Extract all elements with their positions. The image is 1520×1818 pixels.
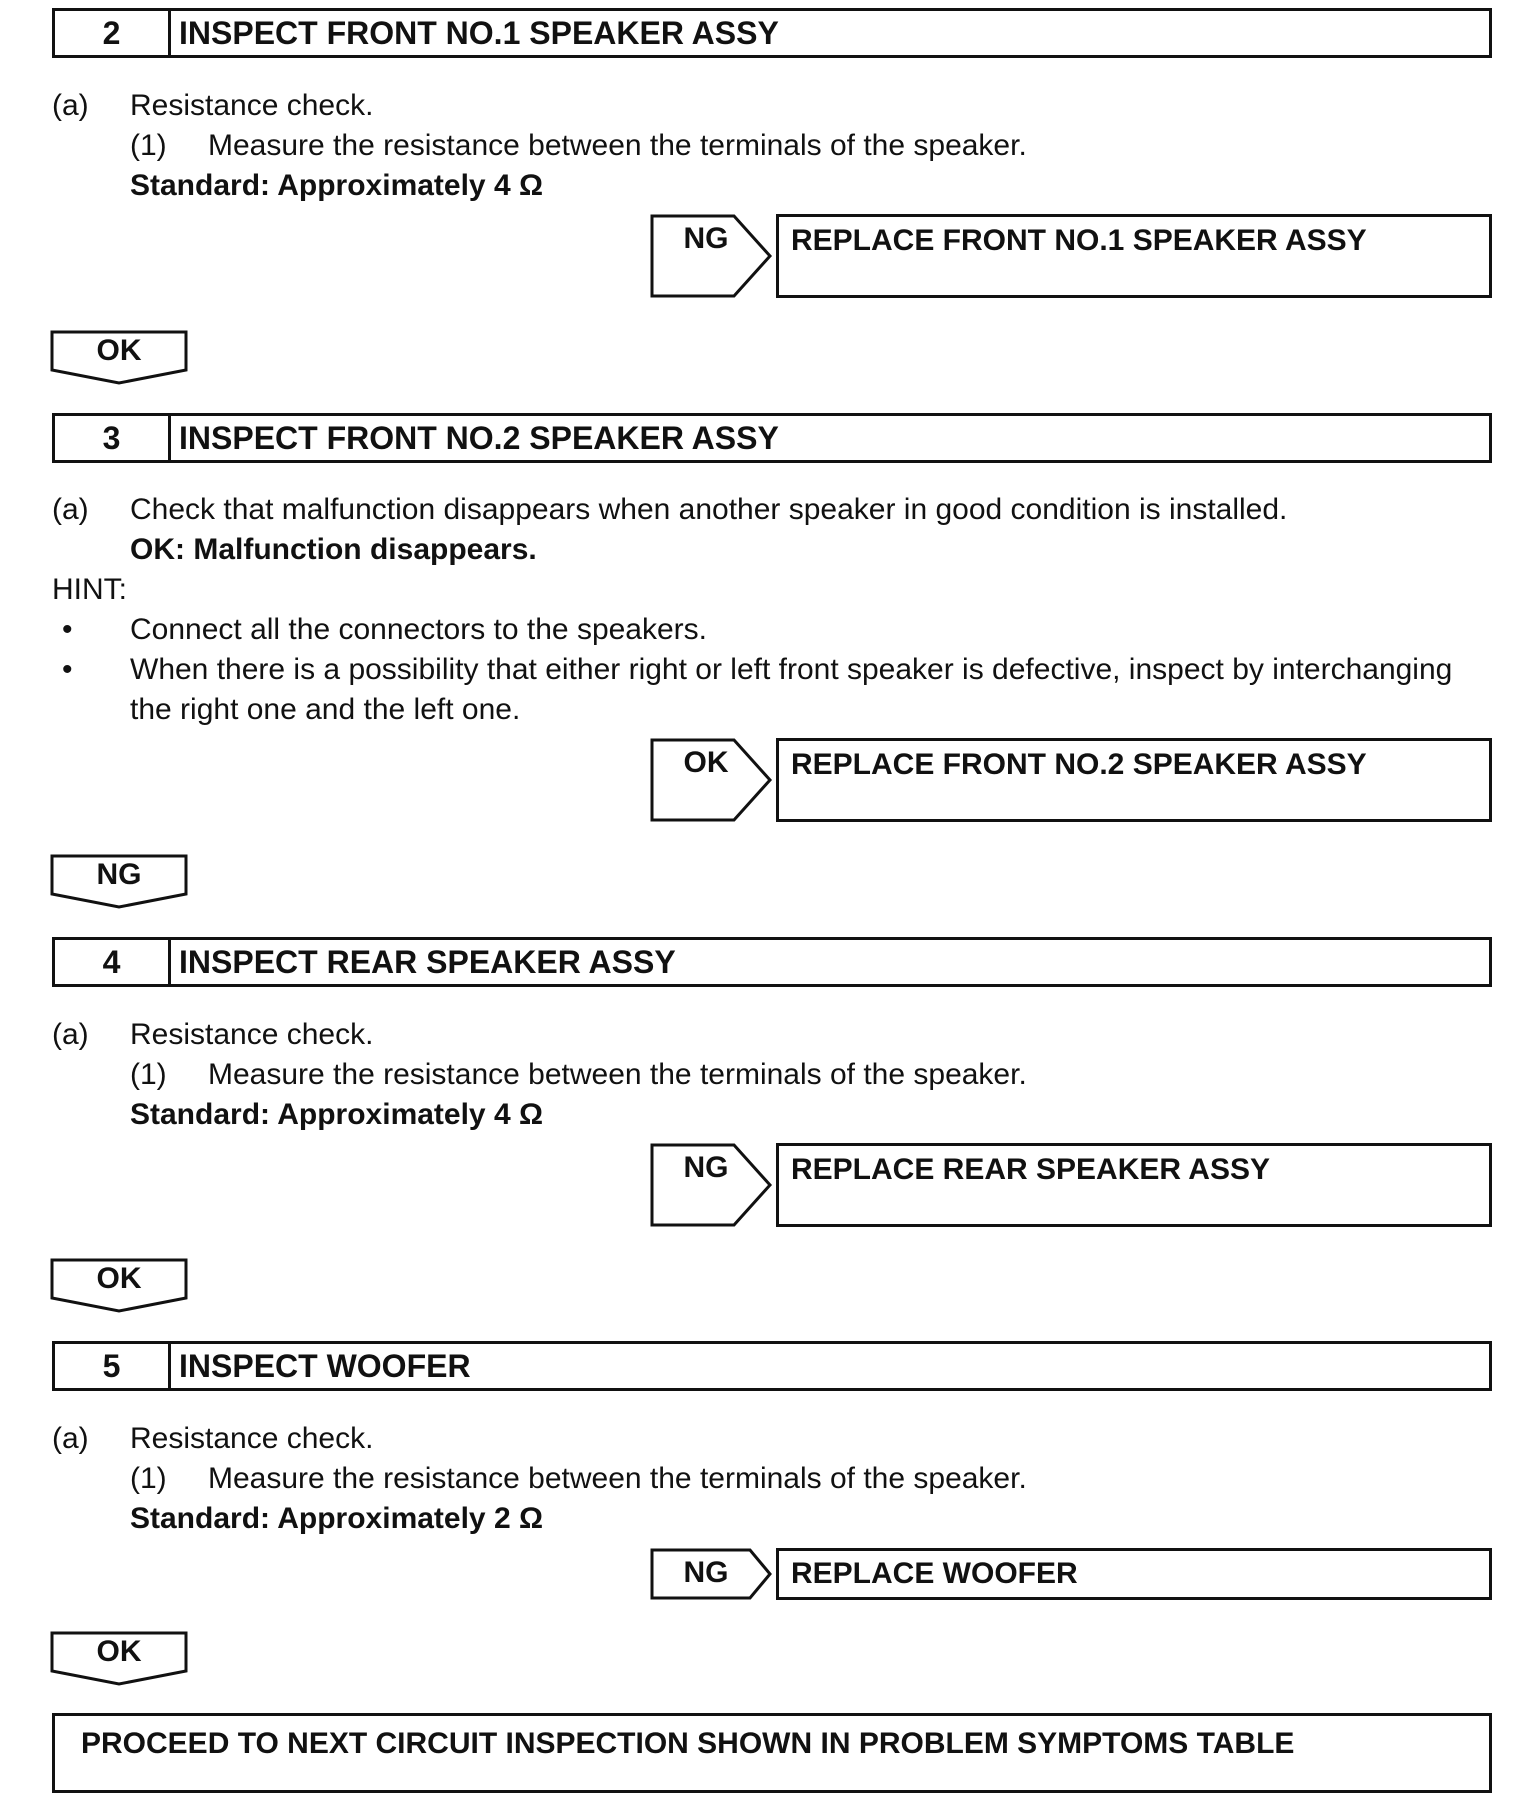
result-label: NG (683, 1556, 729, 1589)
standard-value: Standard: Approximately 4 Ω (130, 1098, 544, 1131)
item-label: (a) (52, 89, 89, 122)
sub-item-label: (1) (130, 129, 167, 162)
next-tag-ng (50, 854, 188, 908)
bullet-icon: • (62, 653, 73, 686)
standard-value: Standard: Approximately 2 Ω (130, 1502, 544, 1535)
step-title: INSPECT FRONT NO.2 SPEAKER ASSY (179, 420, 779, 456)
result-action-text: REPLACE WOOFER (791, 1557, 1078, 1590)
result-action-text: REPLACE FRONT NO.2 SPEAKER ASSY (791, 748, 1367, 781)
hint-item: Connect all the connectors to the speakers. (130, 613, 708, 646)
result-action-text: REPLACE REAR SPEAKER ASSY (791, 1153, 1270, 1186)
sub-item-text: Measure the resistance between the terminals of the speaker. (208, 1058, 1027, 1091)
step-title: INSPECT WOOFER (179, 1348, 471, 1384)
step-4-header (52, 937, 1492, 987)
hint-label: HINT: (52, 573, 127, 606)
sub-item-label: (1) (130, 1462, 167, 1495)
standard-value: Standard: Approximately 4 Ω (130, 169, 544, 202)
step-number: 2 (55, 11, 171, 55)
step-title: INSPECT FRONT NO.1 SPEAKER ASSY (179, 15, 779, 51)
hint-item-continued: the right one and the left one. (130, 693, 521, 726)
result-action-box (776, 1143, 1492, 1227)
step-title: INSPECT REAR SPEAKER ASSY (179, 944, 676, 980)
next-tag-ok (50, 1631, 188, 1685)
next-tag-label: NG (96, 858, 142, 891)
result-ng-row (650, 1548, 1492, 1600)
result-action-box (776, 1548, 1492, 1600)
item-text: Resistance check. (130, 1422, 374, 1455)
step-number: 4 (55, 940, 171, 984)
result-label: NG (683, 222, 729, 255)
final-instruction-text: PROCEED TO NEXT CIRCUIT INSPECTION SHOWN IN PROBLEM SYMPTOMS TABLE (81, 1727, 1295, 1760)
result-label: NG (683, 1151, 729, 1184)
step-number: 5 (55, 1344, 171, 1388)
step-2-header (52, 8, 1492, 58)
ok-condition: OK: Malfunction disappears. (130, 533, 537, 566)
next-tag-label: OK (96, 1262, 142, 1295)
result-ok-row (650, 738, 1492, 822)
result-label: OK (683, 746, 729, 779)
result-action-box (776, 738, 1492, 822)
item-text: Resistance check. (130, 89, 374, 122)
step-5-header (52, 1341, 1492, 1391)
result-ng-row (650, 214, 1492, 298)
item-text: Resistance check. (130, 1018, 374, 1051)
hint-item: When there is a possibility that either right or left front speaker is defective, inspect by interchanging (130, 653, 1453, 686)
final-instruction-box (52, 1713, 1492, 1793)
item-label: (a) (52, 1018, 89, 1051)
result-ng-row (650, 1143, 1492, 1227)
bullet-icon: • (62, 613, 73, 646)
step-number: 3 (55, 416, 171, 460)
sub-item-text: Measure the resistance between the terminals of the speaker. (208, 1462, 1027, 1495)
next-tag-label: OK (96, 334, 142, 367)
item-text: Check that malfunction disappears when another speaker in good condition is installed. (130, 493, 1288, 526)
sub-item-label: (1) (130, 1058, 167, 1091)
result-action-box (776, 214, 1492, 298)
next-tag-ok (50, 330, 188, 384)
result-action-text: REPLACE FRONT NO.1 SPEAKER ASSY (791, 224, 1367, 257)
item-label: (a) (52, 1422, 89, 1455)
sub-item-text: Measure the resistance between the terminals of the speaker. (208, 129, 1027, 162)
next-tag-label: OK (96, 1635, 142, 1668)
next-tag-ok (50, 1258, 188, 1312)
step-3-header (52, 413, 1492, 463)
item-label: (a) (52, 493, 89, 526)
